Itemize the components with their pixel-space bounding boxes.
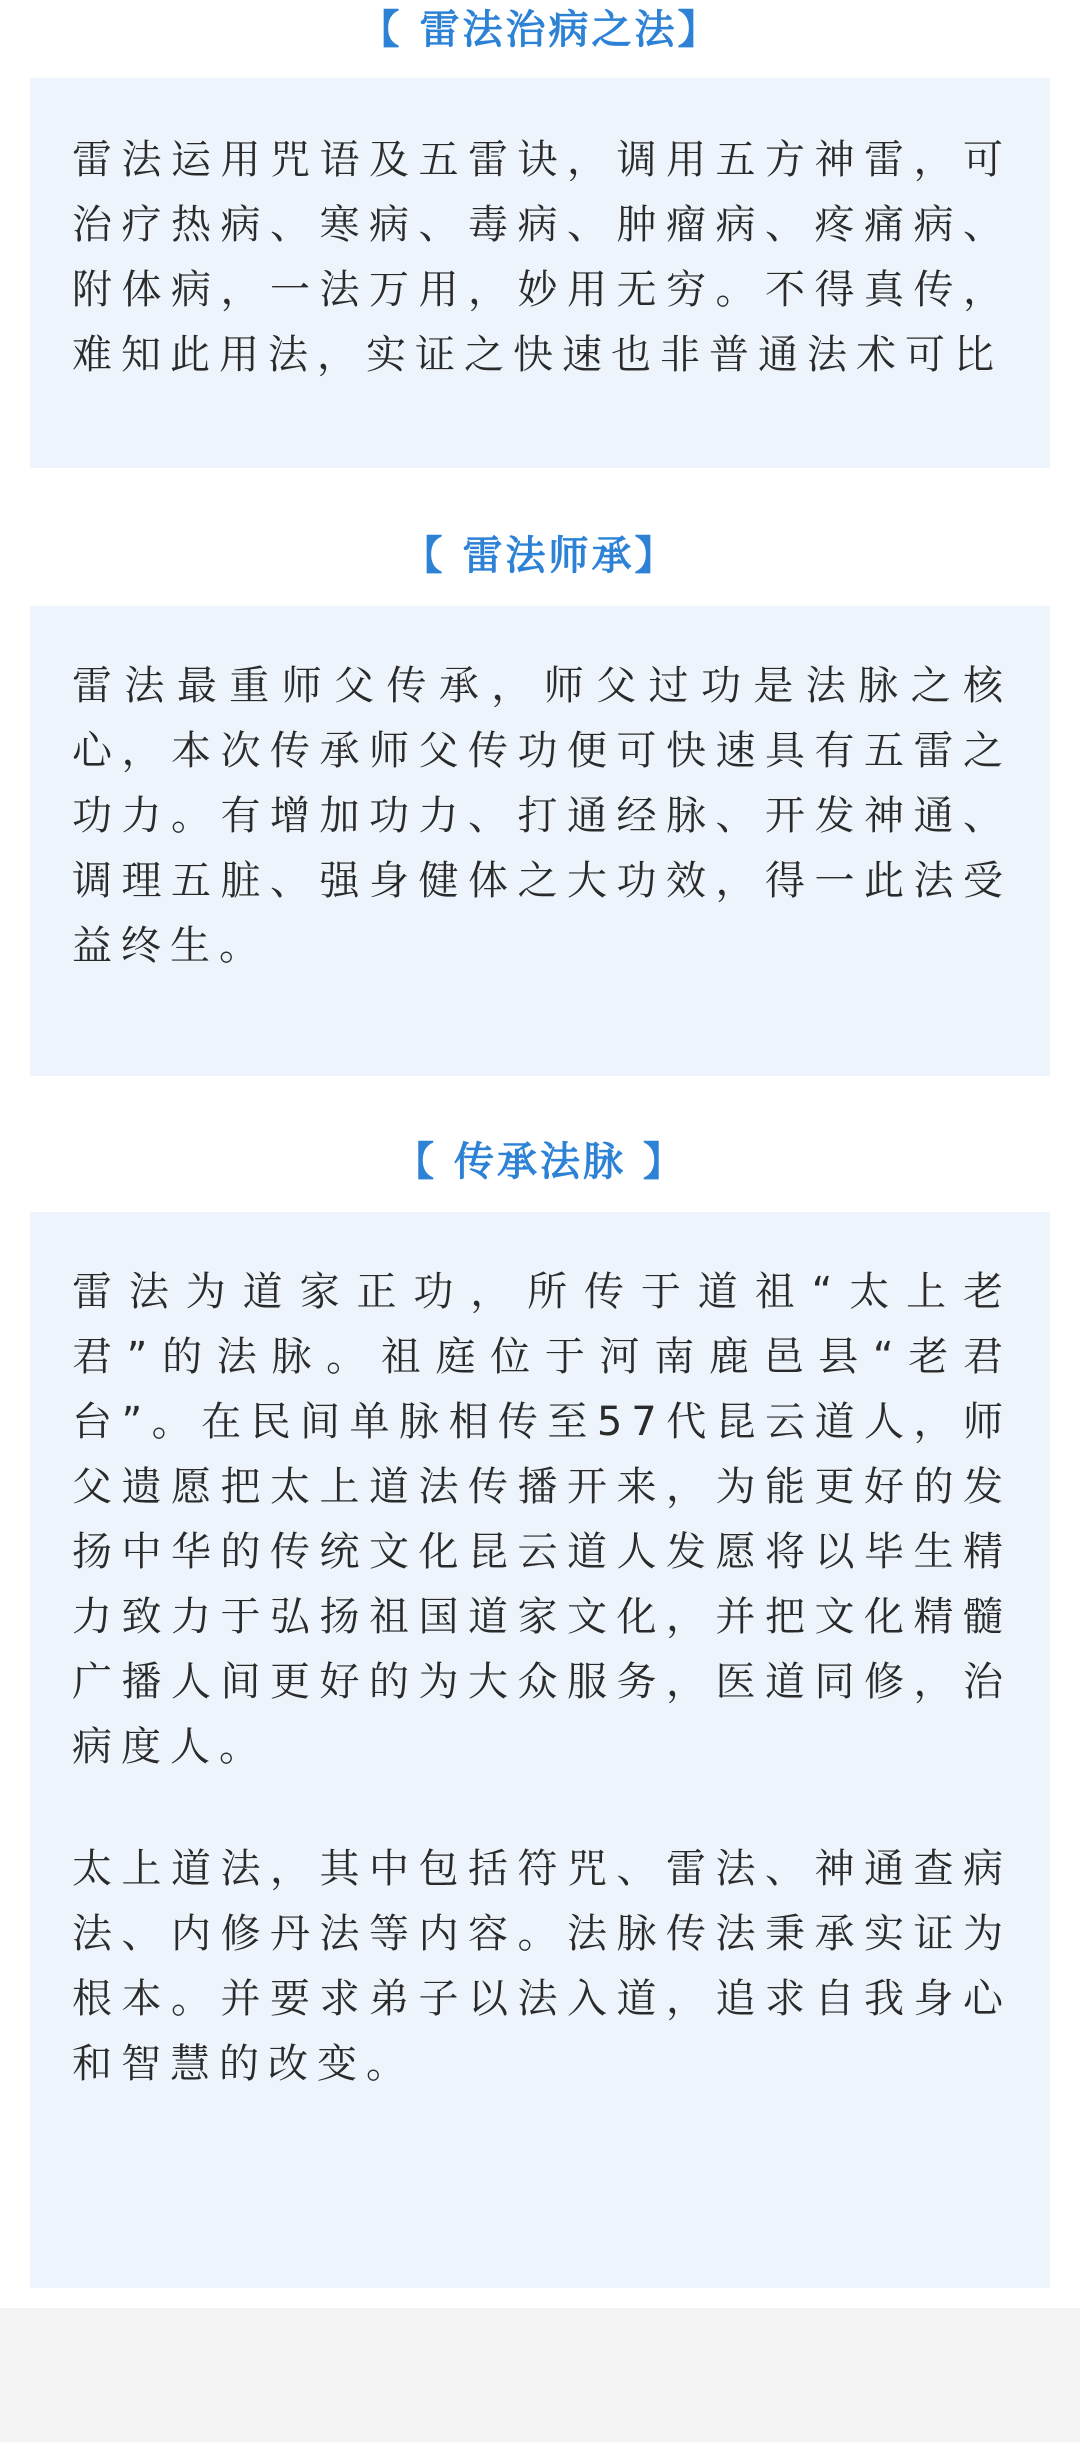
dharma-lineage-card: [30, 1212, 1050, 2288]
lineage-master-paragraph: 雷法最重师父传承，师父过功是法脉之核心，本次传承师父传功便可快速具有五雷之功力。有增加功力、打通经脉、开发神通、调理五脏、强身健体之大功效，得一此法受益终生。: [72, 663, 1012, 969]
section-title-treatment: 【 雷法治病之法】: [359, 7, 721, 53]
dharma-lineage-paragraph-2: 太上道法，其中包括符咒、雷法、神通查病法、内修丹法等内容。法脉传法秉承实证为根本。并要求弟子以法入道，追求自我身心和智慧的改变。: [72, 1846, 1012, 2087]
treatment-card: [30, 78, 1050, 468]
section-title-dharma-lineage: 【 传承法脉 】: [394, 1139, 686, 1185]
dharma-lineage-paragraph-1: 雷法为道家正功，所传于道祖“太上老君”的法脉。祖庭位于河南鹿邑县“老君台”。在民间单脉相传至57代昆云道人，师父遗愿把太上道法传播开来，为能更好的发扬中华的传统文化昆云道人发愿将以毕生精力致力于弘扬祖国道家文化，并把文化精髓广播人间更好的为大众服务，医道同修，治病度人。: [72, 1269, 1012, 1770]
treatment-paragraph: 雷法运用咒语及五雷诀，调用五方神雷，可治疗热病、寒病、毒病、肿瘤病、疼痛病、附体病，一法万用，妙用无穷。不得真传，难知此用法，实证之快速也非普通法术可比: [72, 137, 1012, 378]
lineage-master-card: [30, 606, 1050, 1076]
bottom-strip: [0, 2308, 1080, 2442]
section-title-lineage-master: 【 雷法师承】: [402, 533, 678, 579]
